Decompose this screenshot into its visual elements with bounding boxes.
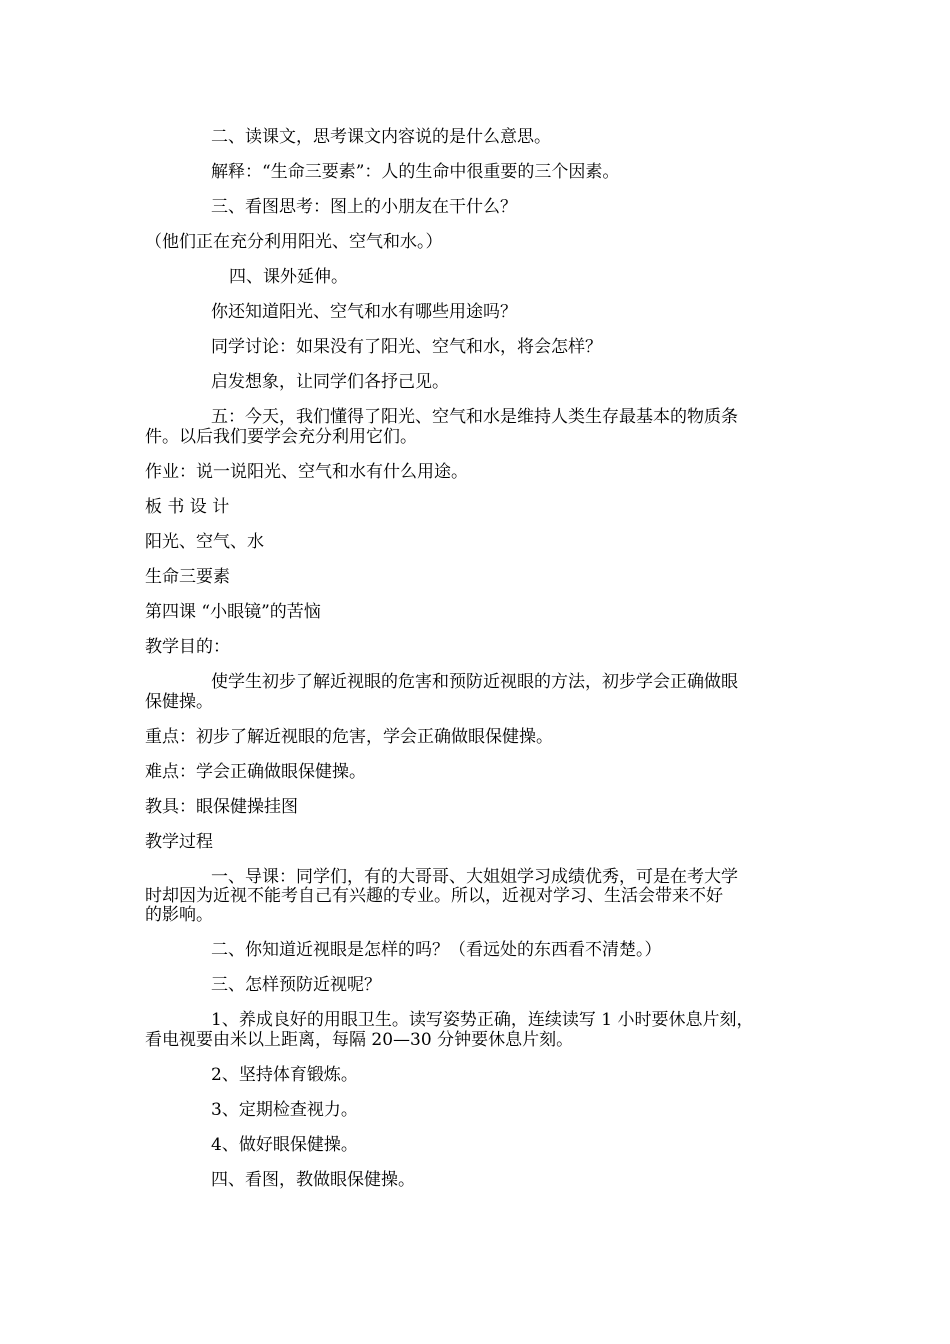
- text-line: 难点：学会正确做眼保健操。: [145, 762, 366, 782]
- text-line: 二、读课文，思考课文内容说的是什么意思。: [211, 127, 551, 147]
- text-line: 一、导课：同学们，有的大哥哥、大姐姐学习成绩优秀，可是在考大学: [211, 867, 738, 887]
- text-line: 生命三要素: [145, 567, 230, 587]
- text-line: 三、看图思考：图上的小朋友在干什么？: [211, 197, 517, 217]
- text-line: （他们正在充分利用阳光、空气和水。）: [145, 232, 443, 252]
- text-line: 教具：眼保健操挂图: [145, 797, 298, 817]
- text-line: 阳光、空气、水: [145, 532, 264, 552]
- text-line: 启发想象，让同学们各抒己见。: [211, 372, 449, 392]
- lesson-title: 第四课 “小眼镜”的苦恼: [145, 602, 321, 622]
- text-line: 四、课外延伸。: [229, 267, 348, 287]
- text-line: 件。以后我们要学会充分利用它们。: [145, 427, 417, 447]
- section-heading: 板 书 设 计: [145, 497, 230, 517]
- text-line: 4、做好眼保健操。: [211, 1135, 358, 1155]
- text-line: 2、坚持体育锻炼。: [211, 1065, 358, 1085]
- text-line: 二、你知道近视眼是怎样的吗？（看远处的东西看不清楚。）: [211, 940, 662, 960]
- text-line: 使学生初步了解近视眼的危害和预防近视眼的方法，初步学会正确做眼: [211, 672, 738, 692]
- text-line: 教学目的：: [145, 637, 230, 657]
- text-line: 五：今天，我们懂得了阳光、空气和水是维持人类生存最基本的物质条: [211, 407, 738, 427]
- text-line: 四、看图，教做眼保健操。: [211, 1170, 415, 1190]
- text-line: 看电视要由米以上距离，每隔 20—30 分钟要休息片刻。: [145, 1030, 574, 1050]
- text-line: 时却因为近视不能考自己有兴趣的专业。所以，近视对学习、生活会带来不好: [145, 886, 723, 906]
- text-line: 作业：说一说阳光、空气和水有什么用途。: [145, 462, 468, 482]
- text-line: 的影响。: [145, 905, 213, 925]
- text-line: 保健操。: [145, 692, 213, 712]
- section-heading: 教学过程: [145, 832, 213, 852]
- text-line: 重点：初步了解近视眼的危害，学会正确做眼保健操。: [145, 727, 553, 747]
- text-line: 解释：“生命三要素”：人的生命中很重要的三个因素。: [211, 162, 620, 182]
- text-line: 同学讨论：如果没有了阳光、空气和水，将会怎样？: [211, 337, 602, 357]
- text-line: 3、定期检查视力。: [211, 1100, 358, 1120]
- text-line: 1、养成良好的用眼卫生。读写姿势正确，连续读写 1 小时要休息片刻，: [211, 1010, 754, 1030]
- text-line: 你还知道阳光、空气和水有哪些用途吗？: [211, 302, 517, 322]
- text-line: 三、怎样预防近视呢？: [211, 975, 381, 995]
